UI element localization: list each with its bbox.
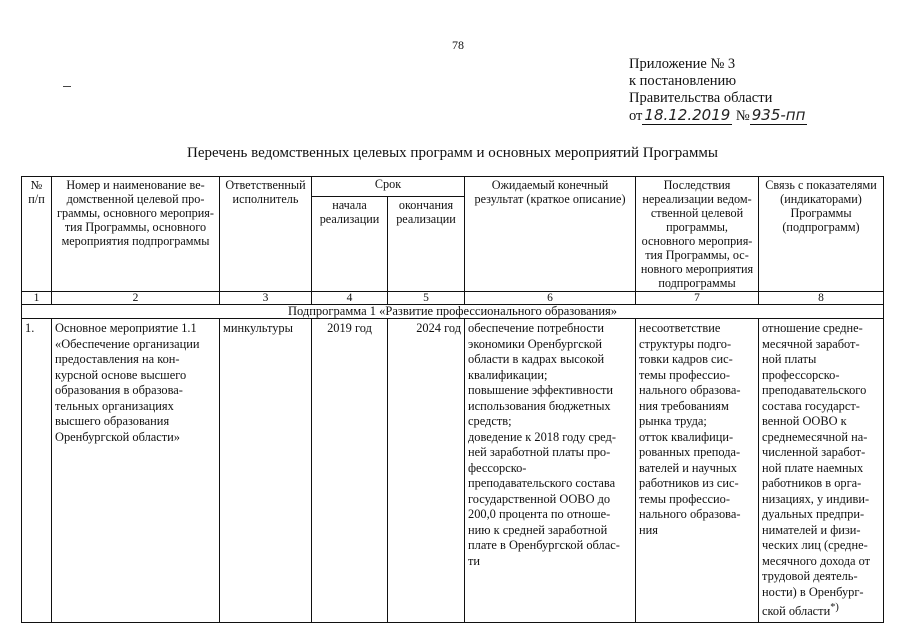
document-title: Перечень ведомственных целевых программ и основных мероприятий Программы (187, 145, 718, 161)
col-number: 5 (388, 292, 465, 305)
row-end: 2024 год (388, 319, 465, 623)
col-number: 2 (52, 292, 220, 305)
header-term: Срок (312, 177, 465, 197)
header-end: окончания реализации (388, 197, 465, 292)
header-start: начала реализации (312, 197, 388, 292)
handwritten-number: 935-пп (751, 106, 806, 124)
subprogram-row (22, 305, 884, 319)
header-result: Ожидаемый конечный результат (краткое описание) (465, 177, 636, 292)
row-link-cell (759, 319, 884, 623)
subprogram-title: Подпрограмма 1 «Развитие профессионального образования» (22, 305, 884, 319)
header-executor: Ответственный исполнитель (220, 177, 312, 292)
scan-mark (63, 86, 71, 87)
header-num: № п/п (22, 177, 52, 292)
col-number: 1 (22, 292, 52, 305)
appendix-block (629, 56, 807, 125)
programs-table (21, 176, 884, 623)
from-label: от (629, 108, 643, 124)
col-number: 7 (636, 292, 759, 305)
header-link: Связь с показателями (индикаторами) Программы (подпрограмм) (759, 177, 884, 292)
footnote-mark: *) (830, 602, 839, 613)
col-number: 6 (465, 292, 636, 305)
number-sign: № (735, 108, 750, 124)
row-start: 2019 год (312, 319, 388, 623)
page-number: 78 (452, 38, 464, 52)
row-link: отношение средне- месячной заработ- ной платы профессорско- преподавательского состава государст- венной ООВО к среднемесячной на- численной заработ- ной плате наемных работников в орга- низациях, у индиви- дуальных предпри- нимателей и физи- ческих лиц (средне- месячного дохода от трудовой деятель- ности) в Оренбург- ской области (762, 321, 871, 619)
appendix-line-1: Приложение № 3 (629, 56, 736, 72)
header-name: Номер и наименование ве- домственной целевой про- граммы, основного мероприя- тия Программы, основного мероприятия подпрограммы (52, 177, 220, 292)
handwritten-date: 18.12.2019 (644, 106, 731, 124)
col-number: 4 (312, 292, 388, 305)
appendix-line-2: к постановлению (629, 73, 737, 89)
header-row (22, 177, 884, 197)
row-num: 1. (22, 319, 52, 623)
row-executor: минкультуры (220, 319, 312, 623)
col-number: 3 (220, 292, 312, 305)
header-consequences: Последствия нереализации ведом- ственной целевой программы, основного мероприя- тия Программы, ос- новного мероприятия подпрограммы (636, 177, 759, 292)
table-row (22, 319, 884, 623)
appendix-line-3: Правительства области (629, 90, 773, 106)
appendix-line-4 (629, 107, 807, 125)
row-result: обеспечение потребности экономики Оренбургской области в кадрах высокой квалификации; повышение эффективности использования бюджетных средств; доведение к 2018 году сред- ней заработной платы про- фессорско- преподавательского состава государственной ООВО до 200,0 процента по отноше- нию к средней заработной плате в Оренбургской облас- ти (465, 319, 636, 623)
row-consequences: несоответствие структуры подго- товки кадров сис- темы профессио- нального образова- ния требованиям рынка труда; отток квалифици- рованных препода- вателей и научных работников из сис- темы профессио- нального образова- ния (636, 319, 759, 623)
col-number: 8 (759, 292, 884, 305)
row-name: Основное мероприятие 1.1 «Обеспечение организации предоставления на кон- курсной основе высшего образования в образова- тельных организациях высшего образования Оренбургской области» (52, 319, 220, 623)
column-numbers-row (22, 292, 884, 305)
